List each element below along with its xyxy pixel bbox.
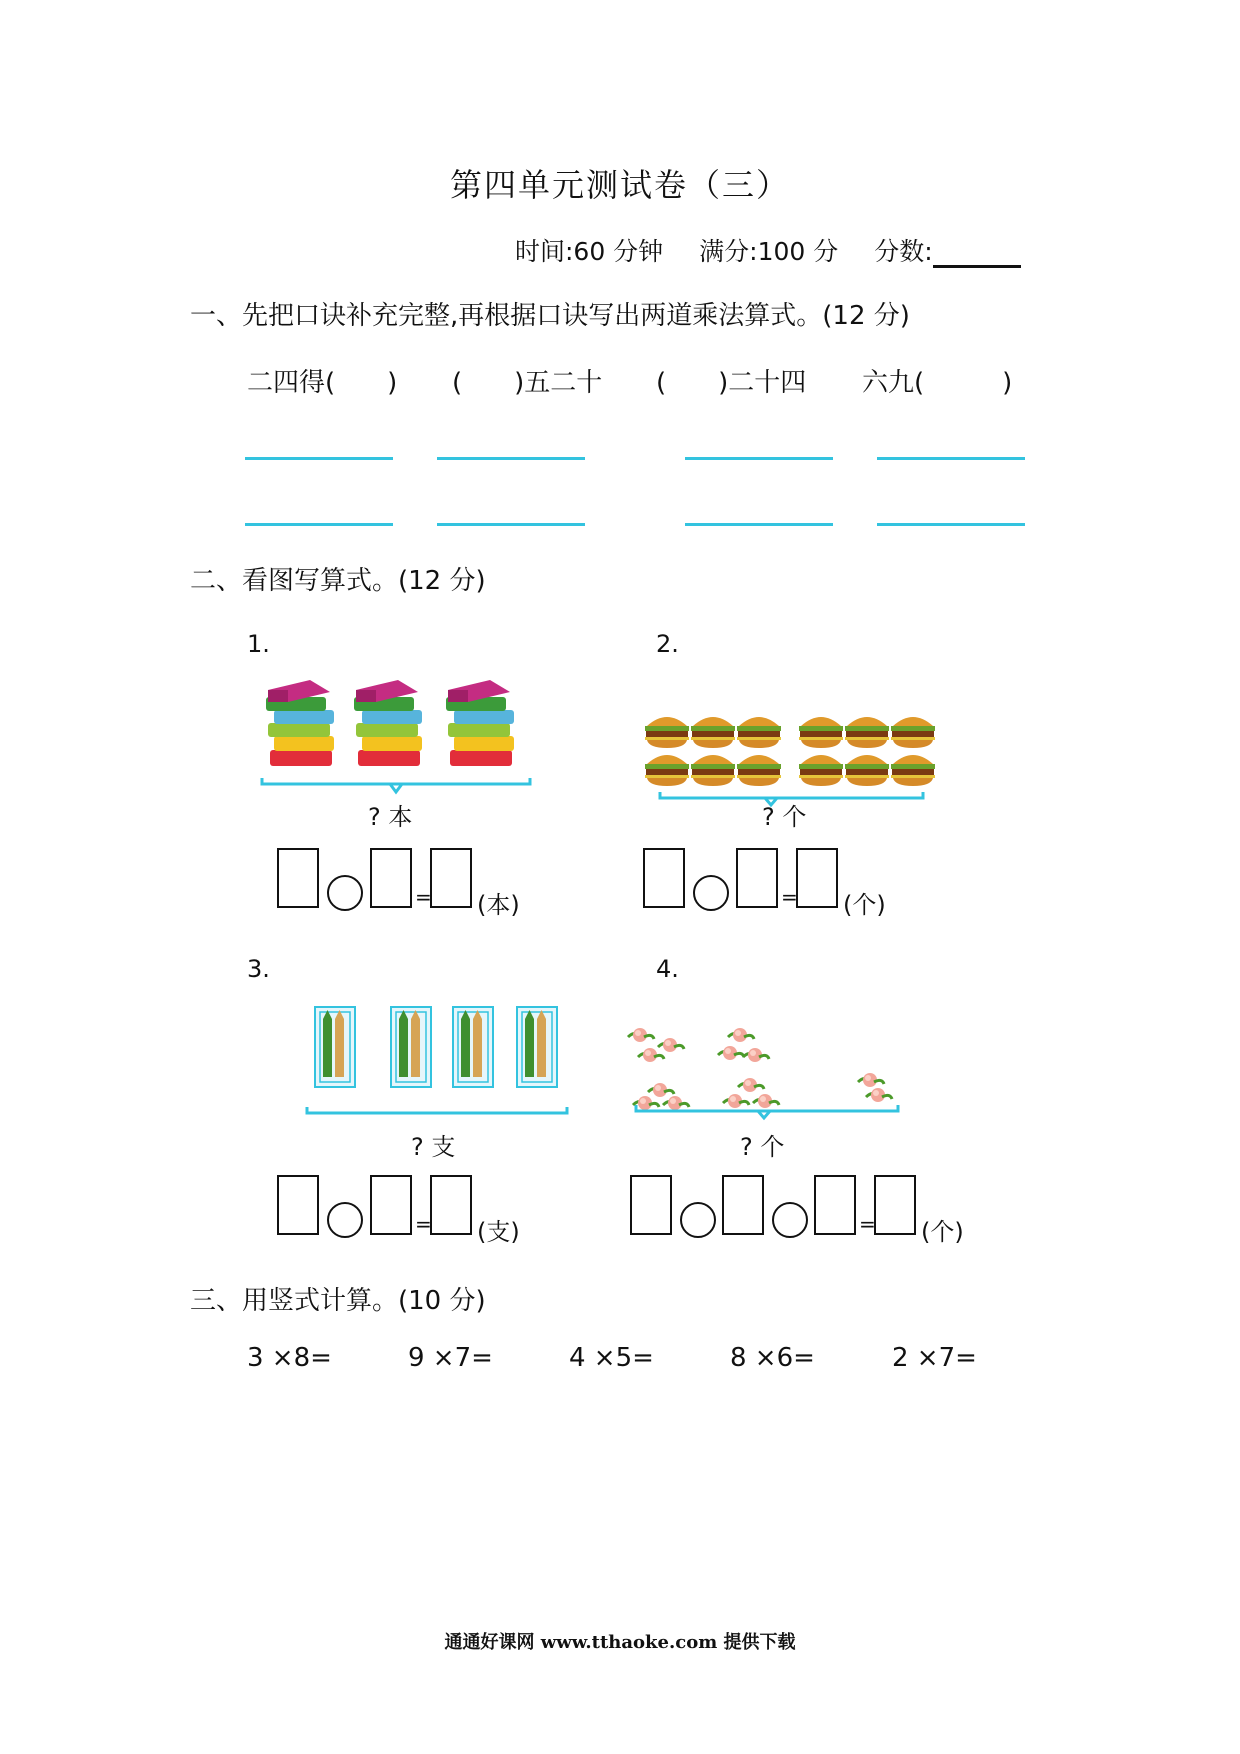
- answer-box[interactable]: [796, 848, 838, 908]
- answer-box[interactable]: [874, 1175, 916, 1235]
- hamburger-icon: [645, 712, 935, 802]
- answer-box[interactable]: [736, 848, 778, 908]
- equals-sign: =: [781, 885, 798, 909]
- score-blank[interactable]: [933, 239, 1021, 268]
- answer-line[interactable]: [437, 523, 585, 526]
- book-stacks-icon: [260, 680, 530, 795]
- rhyme-1: 二四得( ): [247, 368, 398, 398]
- full-score: 满分:100 分: [699, 237, 839, 266]
- answer-line[interactable]: [245, 523, 393, 526]
- operator-circle[interactable]: [327, 875, 363, 911]
- answer-line[interactable]: [877, 523, 1025, 526]
- equals-sign: =: [859, 1212, 876, 1236]
- quantity-label: ? 支: [411, 1133, 456, 1161]
- footer-credit: 通通好课网 www.tthaoke.com 提供下载: [444, 1632, 796, 1653]
- exam-meta: [515, 232, 1049, 268]
- quantity-label: ? 本: [368, 803, 413, 831]
- question-number: 1.: [247, 630, 270, 658]
- quantity-label: ? 个: [762, 803, 807, 831]
- answer-box[interactable]: [277, 848, 319, 908]
- unit-label: (个): [843, 891, 886, 919]
- unit-label: (支): [477, 1218, 520, 1246]
- operator-circle[interactable]: [327, 1202, 363, 1238]
- section-3-heading: 三、用竖式计算。(10 分): [190, 1286, 486, 1316]
- equals-sign: =: [415, 1212, 432, 1236]
- answer-box[interactable]: [630, 1175, 672, 1235]
- peach-icon: [628, 1025, 908, 1125]
- answer-box[interactable]: [370, 1175, 412, 1235]
- answer-line[interactable]: [245, 457, 393, 460]
- section-1-heading: 一、先把口诀补充完整,再根据口诀写出两道乘法算式。(12 分): [190, 301, 910, 331]
- question-number: 4.: [656, 955, 679, 983]
- operator-circle[interactable]: [772, 1202, 808, 1238]
- crayon-box-icon: [305, 1005, 575, 1115]
- answer-box[interactable]: [814, 1175, 856, 1235]
- score-label: 分数:: [874, 237, 933, 266]
- rhyme-2: ( )五二十: [452, 368, 603, 398]
- answer-box[interactable]: [722, 1175, 764, 1235]
- answer-box[interactable]: [430, 1175, 472, 1235]
- rhyme-3: ( )二十四: [656, 368, 807, 398]
- answer-line[interactable]: [437, 457, 585, 460]
- calc-problem: 2 ×7=: [892, 1343, 977, 1373]
- answer-box[interactable]: [277, 1175, 319, 1235]
- equals-sign: =: [415, 885, 432, 909]
- question-number: 2.: [656, 630, 679, 658]
- answer-line[interactable]: [685, 523, 833, 526]
- operator-circle[interactable]: [693, 875, 729, 911]
- unit-label: (本): [477, 891, 520, 919]
- answer-box[interactable]: [370, 848, 412, 908]
- answer-box[interactable]: [430, 848, 472, 908]
- quantity-label: ? 个: [740, 1133, 785, 1161]
- section-2-heading: 二、看图写算式。(12 分): [190, 566, 486, 596]
- time-limit: 时间:60 分钟: [515, 237, 664, 266]
- unit-label: (个): [921, 1218, 964, 1246]
- calc-problem: 9 ×7=: [408, 1343, 493, 1373]
- answer-line[interactable]: [877, 457, 1025, 460]
- operator-circle[interactable]: [680, 1202, 716, 1238]
- rhyme-4: 六九( ): [862, 368, 1013, 398]
- page-title: 第四单元测试卷（三）: [449, 166, 790, 204]
- answer-line[interactable]: [685, 457, 833, 460]
- calc-problem: 3 ×8=: [247, 1343, 332, 1373]
- calc-problem: 4 ×5=: [569, 1343, 654, 1373]
- calc-problem: 8 ×6=: [730, 1343, 815, 1373]
- answer-box[interactable]: [643, 848, 685, 908]
- question-number: 3.: [247, 955, 270, 983]
